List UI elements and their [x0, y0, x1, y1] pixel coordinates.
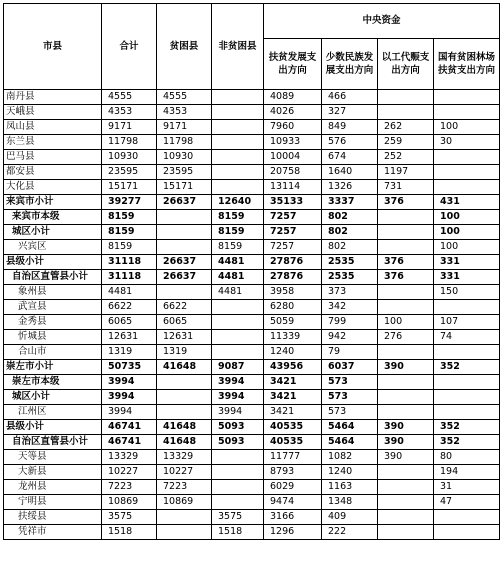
row-cell: 327 — [322, 105, 378, 120]
table-row — [4, 165, 500, 180]
row-cell — [434, 165, 500, 180]
row-cell — [157, 510, 212, 525]
row-cell: 10227 — [157, 465, 212, 480]
header-central-funds: 中央资金 — [264, 4, 500, 39]
row-cell: 9171 — [102, 120, 157, 135]
header-forest-farm: 国有贫困林场扶贫支出方向 — [434, 39, 500, 90]
row-cell: 3994 — [212, 375, 264, 390]
row-name: 象州县 — [4, 285, 102, 300]
row-cell: 11798 — [102, 135, 157, 150]
row-cell: 31 — [434, 480, 500, 495]
row-cell: 8159 — [212, 225, 264, 240]
row-name: 自治区直管县小计 — [4, 435, 102, 450]
row-cell — [378, 465, 434, 480]
row-cell: 43956 — [264, 360, 322, 375]
row-cell: 3421 — [264, 390, 322, 405]
row-cell: 6622 — [157, 300, 212, 315]
row-cell: 15171 — [157, 180, 212, 195]
row-name: 崇左市小计 — [4, 360, 102, 375]
funds-table-container — [3, 3, 500, 540]
row-cell: 376 — [378, 195, 434, 210]
row-cell — [212, 315, 264, 330]
row-cell: 576 — [322, 135, 378, 150]
row-cell: 4481 — [212, 285, 264, 300]
row-cell: 100 — [434, 240, 500, 255]
row-cell: 12640 — [212, 195, 264, 210]
row-cell: 276 — [378, 330, 434, 345]
row-cell: 10869 — [102, 495, 157, 510]
row-cell: 31118 — [102, 255, 157, 270]
row-cell: 1240 — [264, 345, 322, 360]
row-name: 凤山县 — [4, 120, 102, 135]
header-total: 合计 — [102, 4, 157, 90]
row-cell: 849 — [322, 120, 378, 135]
row-cell — [212, 135, 264, 150]
row-cell: 4555 — [157, 90, 212, 105]
table-row — [4, 210, 500, 225]
row-cell: 1319 — [102, 345, 157, 360]
row-cell — [212, 90, 264, 105]
table-row — [4, 150, 500, 165]
row-cell: 3958 — [264, 285, 322, 300]
row-cell — [157, 405, 212, 420]
row-name: 巴马县 — [4, 150, 102, 165]
row-cell: 3166 — [264, 510, 322, 525]
row-cell: 23595 — [102, 165, 157, 180]
row-cell: 15171 — [102, 180, 157, 195]
row-cell — [434, 525, 500, 540]
row-cell: 222 — [322, 525, 378, 540]
row-cell: 390 — [378, 420, 434, 435]
row-cell: 8159 — [212, 210, 264, 225]
row-name: 合山市 — [4, 345, 102, 360]
row-cell — [378, 225, 434, 240]
row-cell: 5059 — [264, 315, 322, 330]
row-cell: 4481 — [102, 285, 157, 300]
row-cell: 100 — [434, 225, 500, 240]
row-cell: 1518 — [212, 525, 264, 540]
row-cell: 9087 — [212, 360, 264, 375]
row-cell: 4089 — [264, 90, 322, 105]
row-cell: 4481 — [212, 270, 264, 285]
table-row — [4, 135, 500, 150]
row-cell — [212, 105, 264, 120]
row-cell: 11777 — [264, 450, 322, 465]
row-cell: 390 — [378, 435, 434, 450]
row-cell: 10933 — [264, 135, 322, 150]
row-cell: 8159 — [102, 210, 157, 225]
row-cell: 1518 — [102, 525, 157, 540]
row-cell: 10930 — [157, 150, 212, 165]
row-cell: 100 — [434, 210, 500, 225]
row-cell — [157, 240, 212, 255]
row-cell — [378, 105, 434, 120]
header-nonpoor-county: 非贫困县 — [212, 4, 264, 90]
row-cell: 3575 — [102, 510, 157, 525]
row-cell — [434, 405, 500, 420]
row-cell — [212, 450, 264, 465]
row-cell: 802 — [322, 240, 378, 255]
row-cell: 41648 — [157, 360, 212, 375]
row-cell: 4555 — [102, 90, 157, 105]
row-cell: 10227 — [102, 465, 157, 480]
row-cell: 2535 — [322, 270, 378, 285]
row-cell: 4353 — [102, 105, 157, 120]
row-cell: 342 — [322, 300, 378, 315]
row-name: 金秀县 — [4, 315, 102, 330]
table-row — [4, 450, 500, 465]
row-cell: 3421 — [264, 375, 322, 390]
row-cell: 3575 — [212, 510, 264, 525]
row-cell: 31118 — [102, 270, 157, 285]
table-row — [4, 180, 500, 195]
row-cell: 30 — [434, 135, 500, 150]
header-poor-county: 贫困县 — [157, 4, 212, 90]
row-cell — [434, 90, 500, 105]
row-cell: 79 — [322, 345, 378, 360]
row-cell — [378, 210, 434, 225]
row-name: 都安县 — [4, 165, 102, 180]
row-name: 来宾市小计 — [4, 195, 102, 210]
row-cell — [434, 345, 500, 360]
table-row — [4, 495, 500, 510]
row-name: 城区小计 — [4, 225, 102, 240]
row-cell: 11339 — [264, 330, 322, 345]
row-cell — [157, 525, 212, 540]
row-name: 南丹县 — [4, 90, 102, 105]
table-row — [4, 240, 500, 255]
row-name: 兴宾区 — [4, 240, 102, 255]
table-row — [4, 375, 500, 390]
row-cell: 1163 — [322, 480, 378, 495]
row-cell: 6280 — [264, 300, 322, 315]
row-cell — [212, 165, 264, 180]
row-cell: 41648 — [157, 435, 212, 450]
table-row — [4, 330, 500, 345]
table-row — [4, 285, 500, 300]
row-cell: 194 — [434, 465, 500, 480]
row-name: 凭祥市 — [4, 525, 102, 540]
row-cell: 26637 — [157, 195, 212, 210]
row-cell: 1319 — [157, 345, 212, 360]
row-cell: 3337 — [322, 195, 378, 210]
row-name: 武宣县 — [4, 300, 102, 315]
row-cell: 3994 — [212, 405, 264, 420]
row-cell — [378, 510, 434, 525]
row-cell: 6622 — [102, 300, 157, 315]
row-cell: 41648 — [157, 420, 212, 435]
header-ethnic-dev: 少数民族发展支出方向 — [322, 39, 378, 90]
row-cell: 3421 — [264, 405, 322, 420]
row-cell: 9474 — [264, 495, 322, 510]
row-cell: 9171 — [157, 120, 212, 135]
row-cell: 80 — [434, 450, 500, 465]
header-work-relief: 以工代赈支出方向 — [378, 39, 434, 90]
row-cell — [434, 510, 500, 525]
table-row — [4, 105, 500, 120]
row-cell: 13114 — [264, 180, 322, 195]
table-row — [4, 300, 500, 315]
row-cell: 352 — [434, 435, 500, 450]
row-cell: 390 — [378, 450, 434, 465]
row-cell: 259 — [378, 135, 434, 150]
row-name: 天峨县 — [4, 105, 102, 120]
row-cell: 8159 — [212, 240, 264, 255]
row-cell: 74 — [434, 330, 500, 345]
row-cell: 35133 — [264, 195, 322, 210]
header-poverty-dev: 扶贫发展支出方向 — [264, 39, 322, 90]
row-cell: 46741 — [102, 435, 157, 450]
row-cell: 150 — [434, 285, 500, 300]
row-cell: 5093 — [212, 435, 264, 450]
row-cell: 7257 — [264, 210, 322, 225]
row-cell — [212, 120, 264, 135]
row-cell: 390 — [378, 360, 434, 375]
row-cell — [157, 285, 212, 300]
table-body — [4, 90, 500, 540]
row-cell — [378, 90, 434, 105]
table-row — [4, 270, 500, 285]
row-cell — [157, 225, 212, 240]
row-name: 忻城县 — [4, 330, 102, 345]
row-cell — [212, 480, 264, 495]
table-row — [4, 390, 500, 405]
row-cell — [212, 300, 264, 315]
row-cell — [157, 375, 212, 390]
row-cell — [378, 375, 434, 390]
row-cell: 6037 — [322, 360, 378, 375]
row-cell: 5093 — [212, 420, 264, 435]
row-cell: 7223 — [102, 480, 157, 495]
row-cell — [212, 495, 264, 510]
row-cell: 1296 — [264, 525, 322, 540]
row-cell: 13329 — [102, 450, 157, 465]
row-cell: 26637 — [157, 270, 212, 285]
table-row — [4, 345, 500, 360]
row-cell: 6029 — [264, 480, 322, 495]
row-cell: 12631 — [157, 330, 212, 345]
row-cell — [434, 180, 500, 195]
row-cell: 4353 — [157, 105, 212, 120]
row-cell: 13329 — [157, 450, 212, 465]
row-cell: 3994 — [102, 375, 157, 390]
row-cell: 262 — [378, 120, 434, 135]
row-cell — [212, 150, 264, 165]
row-name: 龙州县 — [4, 480, 102, 495]
row-name: 宁明县 — [4, 495, 102, 510]
row-name: 东兰县 — [4, 135, 102, 150]
row-cell — [378, 525, 434, 540]
row-cell: 3994 — [102, 405, 157, 420]
row-name: 天等县 — [4, 450, 102, 465]
row-cell — [378, 390, 434, 405]
row-cell — [378, 405, 434, 420]
row-cell: 352 — [434, 420, 500, 435]
row-cell: 27876 — [264, 270, 322, 285]
row-cell: 3994 — [102, 390, 157, 405]
row-cell: 942 — [322, 330, 378, 345]
row-name: 县级小计 — [4, 255, 102, 270]
row-name: 崇左市本级 — [4, 375, 102, 390]
row-cell — [378, 480, 434, 495]
row-cell — [378, 285, 434, 300]
row-cell: 10930 — [102, 150, 157, 165]
row-cell: 8793 — [264, 465, 322, 480]
row-cell — [212, 330, 264, 345]
row-cell: 12631 — [102, 330, 157, 345]
row-cell — [434, 300, 500, 315]
row-cell: 20758 — [264, 165, 322, 180]
row-cell: 107 — [434, 315, 500, 330]
row-cell: 331 — [434, 255, 500, 270]
row-cell: 7960 — [264, 120, 322, 135]
table-row — [4, 255, 500, 270]
row-cell: 100 — [378, 315, 434, 330]
table-row — [4, 510, 500, 525]
row-name: 大化县 — [4, 180, 102, 195]
row-cell: 331 — [434, 270, 500, 285]
row-name: 大新县 — [4, 465, 102, 480]
row-cell: 8159 — [102, 240, 157, 255]
row-cell — [378, 495, 434, 510]
row-cell: 26637 — [157, 255, 212, 270]
row-cell: 7257 — [264, 225, 322, 240]
table-row — [4, 120, 500, 135]
row-cell — [378, 345, 434, 360]
row-cell: 409 — [322, 510, 378, 525]
row-cell: 352 — [434, 360, 500, 375]
table-row — [4, 480, 500, 495]
row-cell: 10869 — [157, 495, 212, 510]
row-cell: 11798 — [157, 135, 212, 150]
row-cell: 802 — [322, 210, 378, 225]
row-cell — [434, 390, 500, 405]
table-row — [4, 405, 500, 420]
row-cell: 731 — [378, 180, 434, 195]
funds-table — [3, 3, 500, 540]
row-cell — [157, 390, 212, 405]
row-name: 江州区 — [4, 405, 102, 420]
row-cell: 431 — [434, 195, 500, 210]
row-cell: 376 — [378, 255, 434, 270]
row-cell: 799 — [322, 315, 378, 330]
row-cell: 466 — [322, 90, 378, 105]
row-cell: 6065 — [102, 315, 157, 330]
row-cell: 573 — [322, 375, 378, 390]
row-cell — [212, 465, 264, 480]
row-cell: 1348 — [322, 495, 378, 510]
table-row — [4, 195, 500, 210]
row-cell: 47 — [434, 495, 500, 510]
row-cell: 39277 — [102, 195, 157, 210]
row-name: 来宾市本级 — [4, 210, 102, 225]
row-cell: 50735 — [102, 360, 157, 375]
table-row — [4, 465, 500, 480]
row-cell: 5464 — [322, 420, 378, 435]
table-row — [4, 360, 500, 375]
row-cell: 1326 — [322, 180, 378, 195]
row-cell: 573 — [322, 390, 378, 405]
row-cell — [434, 150, 500, 165]
row-name: 县级小计 — [4, 420, 102, 435]
row-cell — [434, 105, 500, 120]
row-cell: 573 — [322, 405, 378, 420]
row-name: 自治区直管县小计 — [4, 270, 102, 285]
row-cell — [212, 180, 264, 195]
row-cell: 4481 — [212, 255, 264, 270]
row-cell: 23595 — [157, 165, 212, 180]
table-row — [4, 435, 500, 450]
row-cell: 3994 — [212, 390, 264, 405]
row-cell: 376 — [378, 270, 434, 285]
row-cell: 7257 — [264, 240, 322, 255]
row-name: 扶绥县 — [4, 510, 102, 525]
row-cell: 40535 — [264, 435, 322, 450]
row-cell: 1082 — [322, 450, 378, 465]
row-cell: 10004 — [264, 150, 322, 165]
row-cell: 8159 — [102, 225, 157, 240]
row-cell: 100 — [434, 120, 500, 135]
row-cell: 6065 — [157, 315, 212, 330]
row-cell: 802 — [322, 225, 378, 240]
header-county: 市县 — [4, 4, 102, 90]
row-cell: 7223 — [157, 480, 212, 495]
row-cell: 2535 — [322, 255, 378, 270]
row-cell: 27876 — [264, 255, 322, 270]
row-cell — [157, 210, 212, 225]
row-name: 城区小计 — [4, 390, 102, 405]
row-cell: 1240 — [322, 465, 378, 480]
row-cell: 674 — [322, 150, 378, 165]
row-cell — [378, 240, 434, 255]
row-cell: 1197 — [378, 165, 434, 180]
row-cell — [378, 300, 434, 315]
table-row — [4, 525, 500, 540]
table-row — [4, 315, 500, 330]
table-row — [4, 420, 500, 435]
table-row — [4, 90, 500, 105]
row-cell: 5464 — [322, 435, 378, 450]
row-cell: 40535 — [264, 420, 322, 435]
row-cell: 252 — [378, 150, 434, 165]
table-row — [4, 225, 500, 240]
row-cell — [434, 375, 500, 390]
row-cell: 373 — [322, 285, 378, 300]
row-cell: 46741 — [102, 420, 157, 435]
row-cell — [212, 345, 264, 360]
row-cell: 1640 — [322, 165, 378, 180]
row-cell: 4026 — [264, 105, 322, 120]
